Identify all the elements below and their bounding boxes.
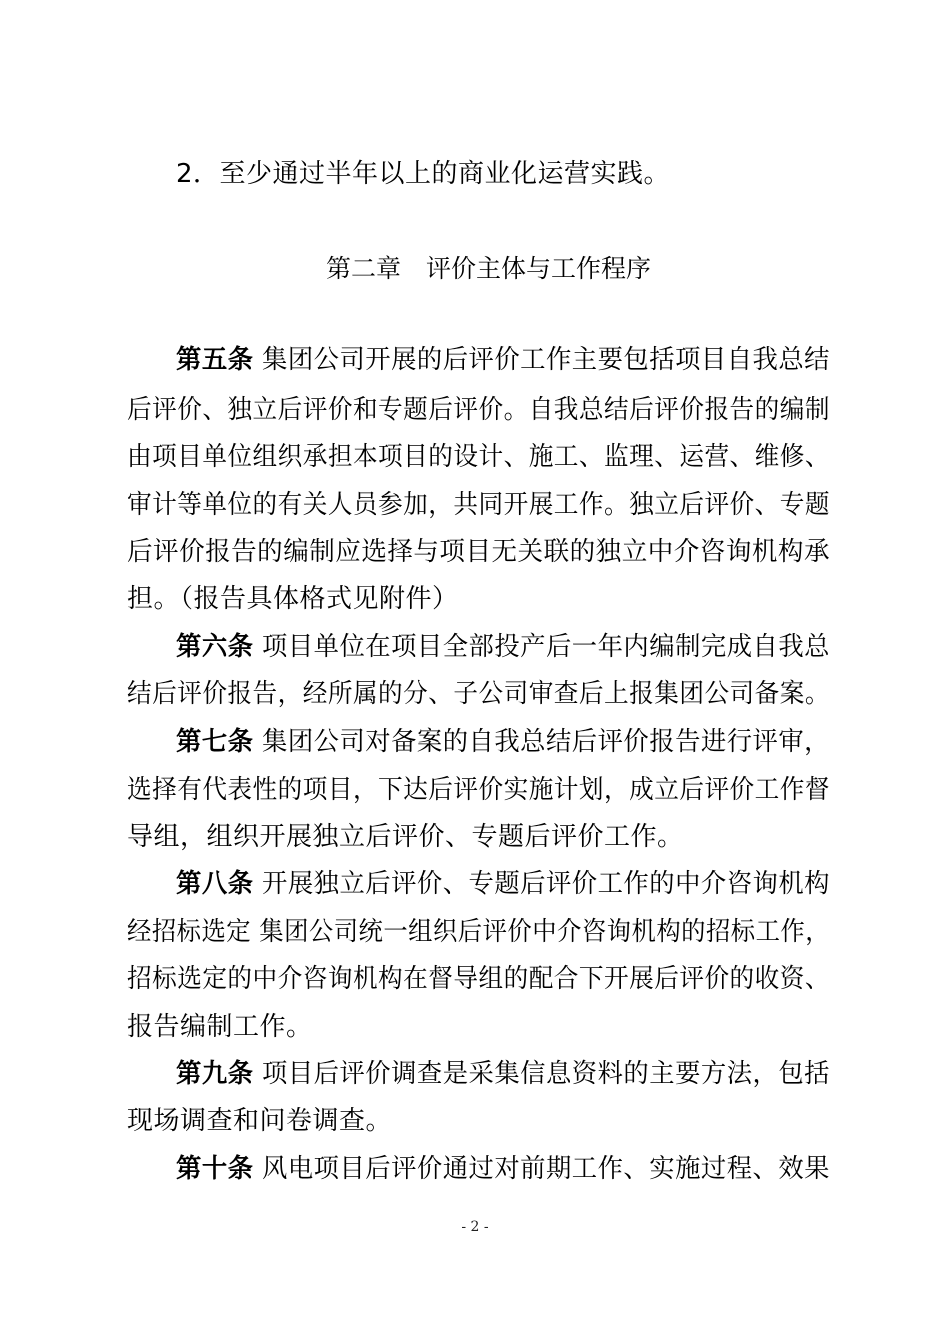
article-5-line: 由项目单位组织承担本项目的设计、施工、监理、运营、维修、: [127, 442, 830, 472]
article-5-label: 第五条: [176, 345, 254, 375]
article-5-line: 担。（报告具体格式见附件）: [127, 584, 459, 614]
article-5-first-line: [176, 344, 830, 376]
article-6-text: 项目单位在项目全部投产后一年内编制完成自我总: [262, 632, 830, 662]
article-9-line: 现场调查和问卷调查。: [127, 1106, 393, 1136]
list-item-2: 2．至少通过半年以上的商业化运营实践。: [176, 159, 671, 189]
article-7-first-line: [176, 726, 830, 758]
page-number: - 2 -: [461, 1219, 489, 1235]
article-5-line: 审计等单位的有关人员参加，共同开展工作。独立后评价、专题: [127, 490, 830, 520]
chapter-heading: 第二章 评价主体与工作程序: [326, 254, 652, 283]
article-10-text: 风电项目后评价通过对前期工作、实施过程、效果: [262, 1154, 830, 1184]
article-9-text: 项目后评价调查是采集信息资料的主要方法，包括: [262, 1059, 830, 1089]
article-9-first-line: [176, 1058, 830, 1090]
article-7-line: 选择有代表性的项目，下达后评价实施计划，成立后评价工作督: [127, 775, 830, 805]
article-8-line: 经招标选定 集团公司统一组织后评价中介咨询机构的招标工作，: [127, 917, 831, 947]
article-8-label: 第八条: [176, 869, 254, 899]
article-5-line: 后评价报告的编制应选择与项目无关联的独立中介咨询机构承: [127, 537, 830, 567]
article-6-label: 第六条: [176, 632, 254, 662]
article-8-first-line: [176, 868, 830, 900]
article-7-text: 集团公司对备案的自我总结后评价报告进行评审，: [262, 727, 830, 757]
article-10-label: 第十条: [176, 1154, 254, 1184]
article-5-line: 后评价、独立后评价和专题后评价。自我总结后评价报告的编制: [127, 395, 830, 425]
article-10-first-line: [176, 1153, 830, 1185]
article-5-text: 集团公司开展的后评价工作主要包括项目自我总结: [262, 345, 830, 375]
article-6-first-line: [176, 631, 830, 663]
article-7-line: 导组，组织开展独立后评价、专题后评价工作。: [127, 822, 684, 852]
article-7-label: 第七条: [176, 727, 254, 757]
article-8-line: 报告编制工作。: [127, 1012, 313, 1042]
article-6-line: 结后评价报告，经所属的分、子公司审查后上报集团公司备案。: [127, 679, 830, 709]
article-9-label: 第九条: [176, 1059, 254, 1089]
article-8-line: 招标选定的中介咨询机构在督导组的配合下开展后评价的收资、: [127, 964, 830, 994]
article-8-text: 开展独立后评价、专题后评价工作的中介咨询机构: [262, 869, 830, 899]
